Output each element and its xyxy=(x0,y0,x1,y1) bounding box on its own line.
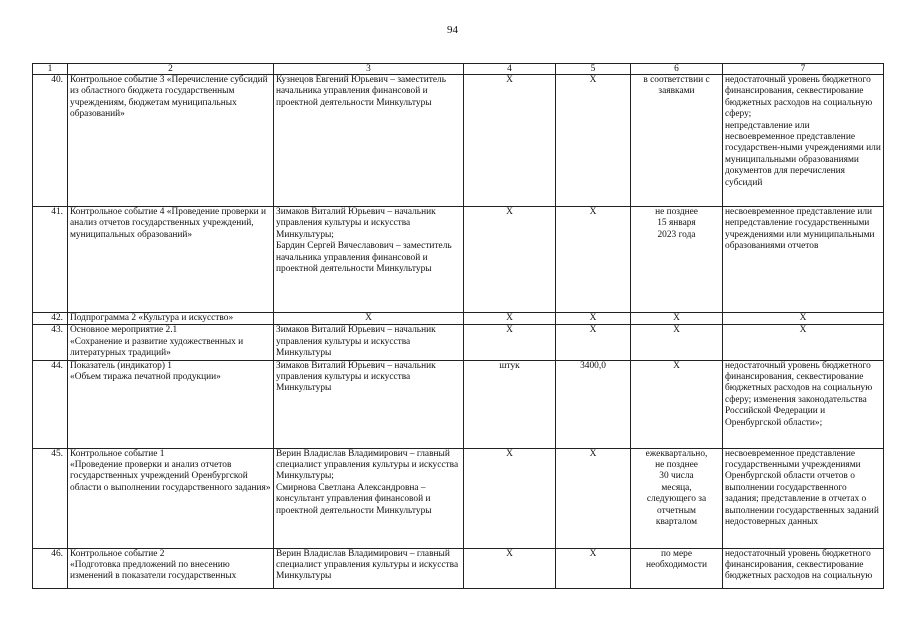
responsible-cell: Зимаков Виталий Юрьевич – начальник управления культуры и искусства Минкультуры xyxy=(274,360,464,448)
unit-cell: штук xyxy=(464,360,556,448)
term-cell: по мере необходимости xyxy=(631,548,723,588)
responsible-cell: Верин Владислав Владимирович – главный специалист управления культуры и искусства Минкультуры xyxy=(274,548,464,588)
term-cell: Х xyxy=(631,360,723,448)
header-cell: 1 xyxy=(33,64,68,75)
term-cell: в соответствии с заявками xyxy=(631,75,723,207)
event-cell: Показатель (индикатор) 1 «Объем тиража печатной продукции» xyxy=(68,360,274,448)
event-cell: Контрольное событие 2 «Подготовка предложений по внесению изменений в показатели государственных xyxy=(68,548,274,588)
page-number: 94 xyxy=(447,24,458,36)
risks-cell: недостаточный уровень бюджетного финансирования, секвестирование бюджетных расходов на социальную сферу; изменения законодательства Российской Федерации и Оренбургской области»; xyxy=(723,360,884,448)
row-number: 46. xyxy=(33,548,68,588)
responsible-cell: Зимаков Виталий Юрьевич – начальник управления культуры и искусства Минкультуры; Бардин Сергей Вячеславович – заместитель начальника управления финансовой и проектной деятельности Минкультуры xyxy=(274,207,464,313)
term-cell: ежеквартально, не позднее 30 числа месяца, следующего за отчетным кварталом xyxy=(631,448,723,548)
value-cell: Х xyxy=(556,448,631,548)
header-cell: 5 xyxy=(556,64,631,75)
table-row xyxy=(33,448,884,548)
risks-cell: недостаточный уровень бюджетного финансирования, секвестирование бюджетных расходов на социальную сферу; непредставление или несвоевременное представление государствен-ными учреждениями или муниципальными образованиями документов для перечисления субсидий xyxy=(723,75,884,207)
responsible-cell: Зимаков Виталий Юрьевич – начальник управления культуры и искусства Минкультуры xyxy=(274,325,464,360)
event-cell: Основное мероприятие 2.1 «Сохранение и развитие художественных и литературных традиций» xyxy=(68,325,274,360)
risks-cell: несвоевременное представление или непредставление государственными учреждениями или муниципальными образованиями отчетов xyxy=(723,207,884,313)
value-cell: Х xyxy=(556,313,631,325)
table-header-row xyxy=(33,64,884,75)
table-row xyxy=(33,75,884,207)
table-row xyxy=(33,325,884,360)
value-cell: Х xyxy=(556,75,631,207)
value-cell: 3400,0 xyxy=(556,360,631,448)
value-cell: Х xyxy=(556,548,631,588)
table-row xyxy=(33,313,884,325)
responsible-cell: Верин Владислав Владимирович – главный специалист управления культуры и искусства Минкультуры; Смирнова Светлана Александровна – консультант управления финансовой и проектной деятельности Минкультуры xyxy=(274,448,464,548)
risks-cell: недостаточный уровень бюджетного финансирования, секвестирование бюджетных расходов на социальную xyxy=(723,548,884,588)
event-cell: Контрольное событие 1 «Проведение проверки и анализ отчетов государственных учреждений Оренбургской области о выполнении государственного задания» xyxy=(68,448,274,548)
unit-cell: Х xyxy=(464,75,556,207)
term-cell: Х xyxy=(631,313,723,325)
row-number: 43. xyxy=(33,325,68,360)
value-cell: Х xyxy=(556,325,631,360)
header-cell: 4 xyxy=(464,64,556,75)
unit-cell: Х xyxy=(464,325,556,360)
term-cell: не позднее 15 января 2023 года xyxy=(631,207,723,313)
value-cell: Х xyxy=(556,207,631,313)
term-cell: Х xyxy=(631,325,723,360)
row-number: 41. xyxy=(33,207,68,313)
plan-table xyxy=(32,63,884,589)
risks-cell: Х xyxy=(723,313,884,325)
table-row xyxy=(33,207,884,313)
event-cell: Контрольное событие 4 «Проведение проверки и анализ отчетов государственных учреждений, муниципальных образований» xyxy=(68,207,274,313)
row-number: 42. xyxy=(33,313,68,325)
unit-cell: Х xyxy=(464,207,556,313)
header-cell: 2 xyxy=(68,64,274,75)
risks-cell: Х xyxy=(723,325,884,360)
responsible-cell: Кузнецов Евгений Юрьевич – заместитель начальника управления финансовой и проектной деятельности Минкультуры xyxy=(274,75,464,207)
unit-cell: Х xyxy=(464,448,556,548)
event-cell: Контрольное событие 3 «Перечисление субсидий из областного бюджета государственным учреждениям, бюджетам муниципальных образований» xyxy=(68,75,274,207)
row-number: 40. xyxy=(33,75,68,207)
responsible-cell: Х xyxy=(274,313,464,325)
row-number: 44. xyxy=(33,360,68,448)
unit-cell: Х xyxy=(464,548,556,588)
table-row xyxy=(33,360,884,448)
unit-cell: Х xyxy=(464,313,556,325)
event-cell: Подпрограмма 2 «Культура и искусство» xyxy=(68,313,274,325)
risks-cell: несвоевременное представление государственными учреждениями Оренбургской области отчетов о выполнении государственного задания; представление в отчетах о выполнении государственных заданий недостоверных данных xyxy=(723,448,884,548)
table-row xyxy=(33,548,884,588)
header-cell: 3 xyxy=(274,64,464,75)
header-cell: 7 xyxy=(723,64,884,75)
row-number: 45. xyxy=(33,448,68,548)
header-cell: 6 xyxy=(631,64,723,75)
